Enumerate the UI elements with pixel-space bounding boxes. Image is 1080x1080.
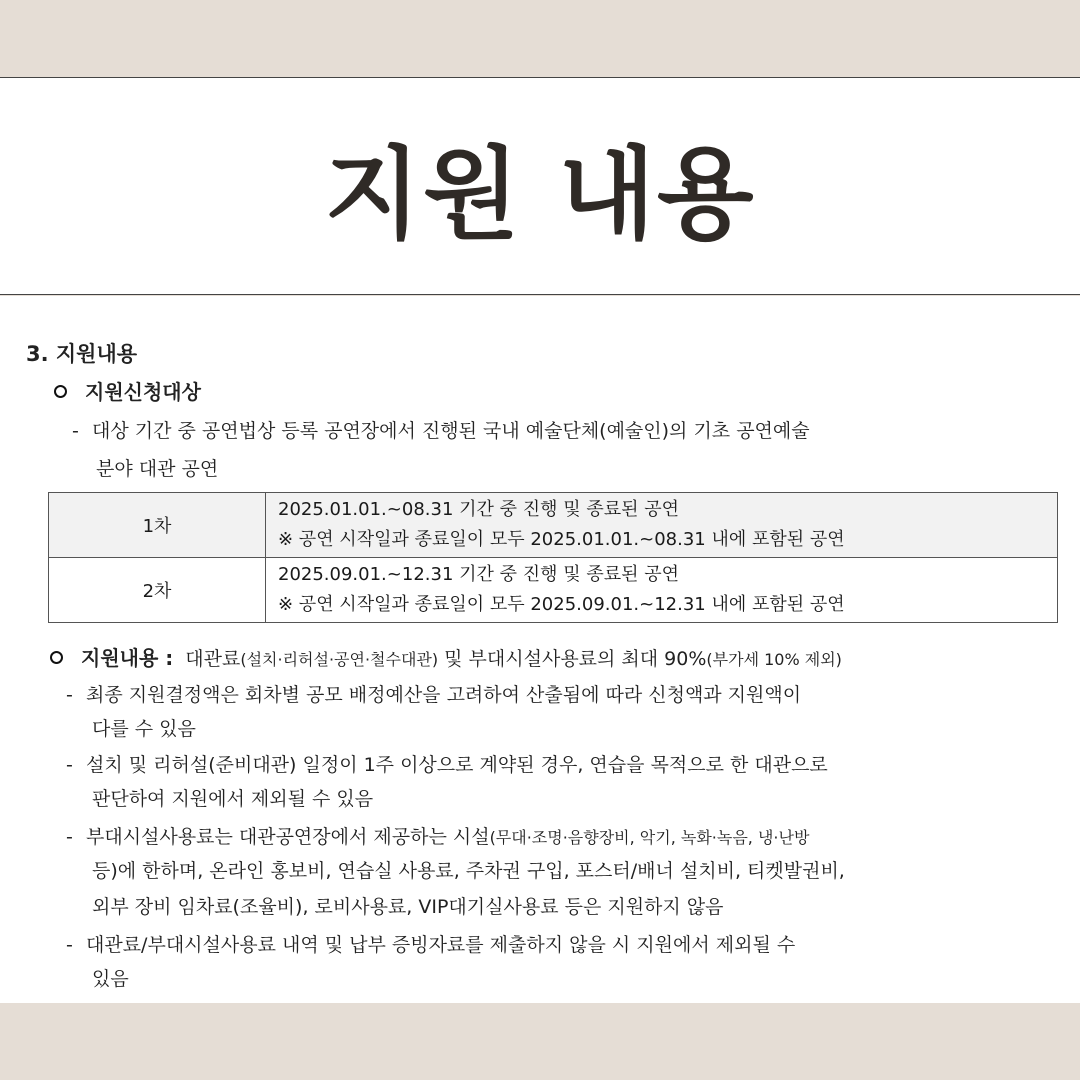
support-item-2-cont: 판단하여 지원에서 제외될 수 있음 <box>92 788 374 810</box>
table-row <box>49 493 1058 558</box>
page-title: 지원 내용 <box>324 136 756 253</box>
period-label: 1차 <box>49 493 266 558</box>
section-heading: 3. 지원내용 <box>26 342 138 366</box>
document-body <box>0 296 1080 1003</box>
eligibility-heading <box>54 376 201 405</box>
period-desc: 2025.09.01.~12.31 기간 중 진행 및 종료된 공연 ※ 공연 시작일과 종료일이 모두 2025.09.01.~12.31 내에 포함된 공연 <box>266 558 1058 623</box>
eligibility-line-1: - 대상 기간 중 공연법상 등록 공연장에서 진행된 국내 예술단체(예술인)의 기초 공연예술 <box>72 420 810 442</box>
top-band <box>0 0 1080 78</box>
support-item-1: - 최종 지원결정액은 회차별 공모 배정예산을 고려하여 산출됨에 따라 신청액과 지원액이 <box>66 684 802 706</box>
title-panel <box>0 78 1080 295</box>
support-item-3: - 부대시설사용료는 대관공연장에서 제공하는 시설(무대·조명·음향장비, 악기, 녹화·녹음, 냉·난방 <box>66 826 810 848</box>
support-item-4: - 대관료/부대시설사용료 내역 및 납부 증빙자료를 제출하지 않을 시 지원에서 제외될 수 <box>66 934 796 956</box>
support-item-3-cont2: 외부 장비 임차료(조율비), 로비사용료, VIP대기실사용료 등은 지원하지 않음 <box>92 896 724 918</box>
period-label: 2차 <box>49 558 266 623</box>
eligibility-title: 지원신청대상 <box>85 380 201 404</box>
bullet-circle-icon <box>54 385 67 398</box>
bottom-band <box>0 1003 1080 1080</box>
support-heading: 지원내용 : 대관료(설치·리허설·공연·철수대관) 및 부대시설사용료의 최대 90%(부가세 10% 제외) <box>50 642 842 671</box>
support-item-1-cont: 다를 수 있음 <box>92 718 196 740</box>
support-item-2: - 설치 및 리허설(준비대관) 일정이 1주 이상으로 계약된 경우, 연습을 목적으로 한 대관으로 <box>66 754 828 776</box>
support-item-4-cont: 있음 <box>92 968 129 990</box>
eligibility-line-2: 분야 대관 공연 <box>96 458 219 480</box>
bullet-circle-icon <box>50 651 63 664</box>
period-desc: 2025.01.01.~08.31 기간 중 진행 및 종료된 공연 ※ 공연 시작일과 종료일이 모두 2025.01.01.~08.31 내에 포함된 공연 <box>266 493 1058 558</box>
period-table <box>48 492 1058 623</box>
support-item-3-cont: 등)에 한하며, 온라인 홍보비, 연습실 사용료, 주차권 구입, 포스터/배너 설치비, 티켓발권비, <box>92 860 845 882</box>
table-row <box>49 558 1058 623</box>
